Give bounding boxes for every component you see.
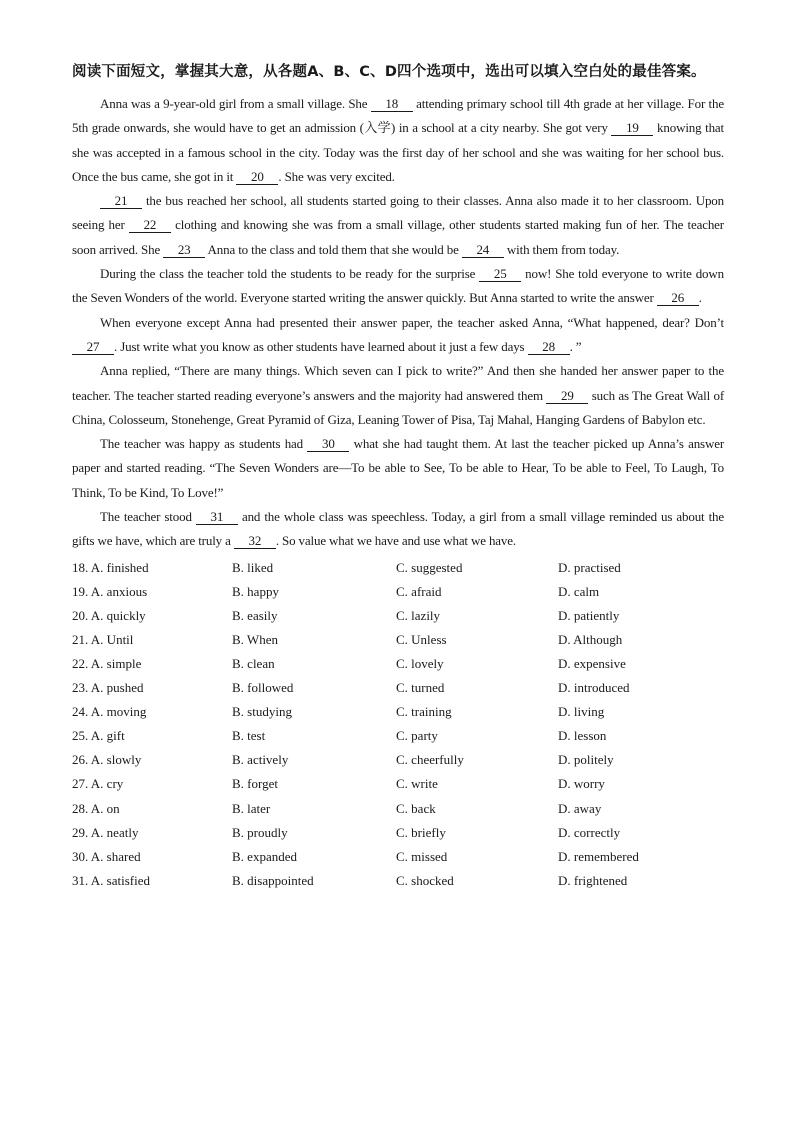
- option-a: A. on: [90, 800, 120, 816]
- option-c: C. lovely: [396, 656, 444, 672]
- option-b: B. expanded: [232, 848, 297, 864]
- option-b: B. proudly: [232, 824, 288, 840]
- option-a: A. gift: [90, 728, 125, 744]
- option-b-cell: [232, 869, 396, 893]
- option-a-cell: [72, 772, 232, 796]
- option-d-cell: [558, 652, 724, 676]
- option-a: A. anxious: [90, 583, 148, 599]
- option-d-cell: [558, 580, 724, 604]
- option-b: B. forget: [232, 776, 278, 792]
- option-a: A. slowly: [90, 752, 142, 768]
- question-number: 26.: [72, 752, 89, 768]
- passage-text: now! She told everyone to write down the Seven Wonders of the world. Everyone started writing the answer quickly. But Anna started to write the answer: [72, 266, 724, 306]
- worksheet-page: [72, 58, 724, 893]
- passage-text: During the class the teacher told the students to be ready for the surprise: [100, 266, 480, 282]
- option-c-cell: [396, 676, 558, 700]
- option-b-cell: [232, 748, 396, 772]
- option-d: D. remembered: [558, 848, 639, 864]
- option-d: D. worry: [558, 776, 605, 792]
- option-d-cell: [558, 772, 724, 796]
- passage-text: . ”: [569, 338, 582, 354]
- option-a: A. cry: [90, 776, 124, 792]
- option-d-cell: [558, 869, 724, 893]
- answer-blank-20: 20: [236, 169, 278, 185]
- option-c: C. back: [396, 800, 436, 816]
- answer-blank-28: 28: [528, 339, 570, 355]
- question-row: [72, 821, 724, 845]
- passage-text: .: [698, 290, 702, 306]
- option-b: B. later: [232, 800, 271, 816]
- option-a: A. neatly: [90, 824, 139, 840]
- option-b: B. test: [232, 728, 266, 744]
- passage-paragraph: [72, 505, 724, 554]
- question-row: [72, 604, 724, 628]
- option-c: C. shocked: [396, 872, 454, 888]
- passage-text: and the whole class was speechless. Today, a girl from a small village reminded us about the gifts we have, which are truly a: [72, 509, 725, 549]
- option-c-cell: [396, 772, 558, 796]
- question-row: [72, 580, 724, 604]
- option-a-cell: [72, 628, 232, 652]
- option-a: A. pushed: [90, 680, 144, 696]
- option-c-cell: [396, 652, 558, 676]
- passage-paragraph: [72, 432, 724, 505]
- passage-text: attending primary school till 4th grade at her village. For the 5th grade onwards, she would have to get an admission (入学) in a school at a city nearby. She got very: [72, 96, 724, 136]
- question-number: 28.: [72, 800, 89, 816]
- answer-blank-18: 18: [371, 96, 413, 112]
- answer-blank-19: 19: [611, 120, 653, 136]
- option-c: C. training: [396, 704, 452, 720]
- question-row: [72, 845, 724, 869]
- question-row: [72, 700, 724, 724]
- passage-text: When everyone except Anna had presented their answer paper, the teacher asked Anna, “What happened, dear? Don’t: [100, 314, 724, 330]
- passage-text: what she had taught them. At last the teacher picked up Anna’s answer paper and started reading. “The Seven Wonders are—To be able to See, To be able to Hear, To be able to Feel, To Laugh, To Think, To be Kind, To Love!”: [72, 436, 724, 500]
- option-c-cell: [396, 700, 558, 724]
- option-c-cell: [396, 580, 558, 604]
- option-b-cell: [232, 845, 396, 869]
- option-d-cell: [558, 604, 724, 628]
- answer-blank-22: 22: [129, 217, 171, 233]
- option-a-cell: [72, 652, 232, 676]
- option-d: D. away: [558, 800, 602, 816]
- answer-blank-23: 23: [163, 242, 205, 258]
- option-c: C. turned: [396, 680, 445, 696]
- passage-text: the bus reached her school, all students started going to their classes. Anna also made it to her classroom. Upon seeing her: [72, 193, 724, 233]
- answer-blank-27: 27: [72, 339, 114, 355]
- option-b-cell: [232, 700, 396, 724]
- option-a-cell: [72, 748, 232, 772]
- option-c: C. Unless: [396, 631, 447, 647]
- option-b: B. actively: [232, 752, 289, 768]
- option-b-cell: [232, 821, 396, 845]
- passage-text: Anna was a 9-year-old girl from a small village. She: [100, 96, 371, 111]
- option-d: D. frightened: [558, 872, 628, 888]
- passage-text: . So value what we have and use what we have.: [275, 533, 516, 549]
- option-c: C. write: [396, 776, 438, 792]
- option-c-cell: [396, 845, 558, 869]
- question-number: 19.: [72, 583, 89, 599]
- option-c-cell: [396, 724, 558, 748]
- question-row: [72, 676, 724, 700]
- option-a-cell: [72, 604, 232, 628]
- option-d: D. patiently: [558, 607, 620, 623]
- question-number: 24.: [72, 704, 89, 720]
- question-row: [72, 748, 724, 772]
- option-c-cell: [396, 556, 558, 580]
- option-b: B. easily: [232, 607, 278, 623]
- option-b-cell: [232, 797, 396, 821]
- question-number: 29.: [72, 824, 89, 840]
- passage-paragraph: [72, 189, 724, 262]
- passage-text: The teacher was happy as students had: [100, 436, 308, 452]
- option-b: B. clean: [232, 656, 275, 672]
- answer-blank-31: 31: [196, 509, 238, 525]
- option-a-cell: [72, 724, 232, 748]
- passage-paragraph: [72, 92, 724, 189]
- question-number: 31.: [72, 872, 89, 888]
- cloze-passage: [72, 92, 724, 554]
- option-c-cell: [396, 869, 558, 893]
- option-d-cell: [558, 676, 724, 700]
- option-d: D. correctly: [558, 824, 621, 840]
- option-a-cell: [72, 797, 232, 821]
- option-c-cell: [396, 604, 558, 628]
- option-b: B. liked: [232, 559, 274, 575]
- option-a-cell: [72, 556, 232, 580]
- question-number: 20.: [72, 607, 89, 623]
- option-c: C. suggested: [396, 559, 463, 575]
- option-d-cell: [558, 724, 724, 748]
- option-b: B. When: [232, 631, 278, 647]
- answer-blank-29: 29: [546, 388, 588, 404]
- option-c: C. cheerfully: [396, 752, 464, 768]
- option-a-cell: [72, 821, 232, 845]
- question-row: [72, 628, 724, 652]
- question-row: [72, 797, 724, 821]
- answer-options-list: [72, 556, 724, 893]
- option-d: D. politely: [558, 752, 614, 768]
- option-c-cell: [396, 797, 558, 821]
- answer-blank-24: 24: [462, 242, 504, 258]
- option-d: D. Although: [558, 631, 623, 647]
- option-c: C. missed: [396, 848, 448, 864]
- option-d: D. expensive: [558, 656, 626, 672]
- option-b: B. disappointed: [232, 872, 314, 888]
- option-d: D. introduced: [558, 680, 630, 696]
- option-a: A. simple: [90, 656, 142, 672]
- option-a-cell: [72, 869, 232, 893]
- passage-text: knowing that she was accepted in a famous school in the city. Today was the first day of her school and she was waiting for her school bus. Once the bus came, she got in it: [72, 120, 725, 184]
- passage-text: Anna replied, “There are many things. Which seven can I pick to write?” And then she handed her answer paper to the teacher. The teacher started reading everyone’s answers and the majority had answered them: [72, 363, 724, 403]
- option-d-cell: [558, 628, 724, 652]
- option-b-cell: [232, 628, 396, 652]
- option-b: B. studying: [232, 704, 292, 720]
- option-c-cell: [396, 628, 558, 652]
- question-row: [72, 772, 724, 796]
- option-d: D. lesson: [558, 728, 607, 744]
- passage-text: The teacher stood: [100, 509, 196, 525]
- option-d: D. calm: [558, 583, 600, 599]
- option-c: C. party: [396, 728, 438, 744]
- option-b-cell: [232, 580, 396, 604]
- answer-blank-30: 30: [307, 436, 349, 452]
- passage-text: . She was very excited.: [278, 168, 395, 184]
- option-d-cell: [558, 821, 724, 845]
- option-c: C. briefly: [396, 824, 446, 840]
- passage-paragraph: [72, 311, 724, 360]
- option-b-cell: [232, 676, 396, 700]
- option-b-cell: [232, 604, 396, 628]
- option-a: A. quickly: [90, 607, 146, 623]
- question-number: 27.: [72, 776, 89, 792]
- passage-text: such as The Great Wall of China, Colosseum, Stonehenge, Great Pyramid of Giza, Leaning Tower of Pisa, Taj Mahal, Hanging Gardens of Babylon etc.: [72, 387, 725, 427]
- option-c: C. lazily: [396, 607, 441, 623]
- answer-blank-32: 32: [234, 533, 276, 549]
- option-b-cell: [232, 724, 396, 748]
- option-b-cell: [232, 652, 396, 676]
- option-a-cell: [72, 700, 232, 724]
- passage-paragraph: [72, 359, 724, 432]
- option-a-cell: [72, 676, 232, 700]
- question-number: 30.: [72, 848, 89, 864]
- option-a: A. Until: [90, 631, 134, 647]
- option-d-cell: [558, 700, 724, 724]
- passage-text: with them from today.: [503, 241, 620, 257]
- option-a-cell: [72, 580, 232, 604]
- passage-text: . Just write what you know as other students have learned about it just a few days: [114, 338, 528, 354]
- question-row: [72, 724, 724, 748]
- option-a: A. finished: [90, 559, 149, 575]
- question-number: 22.: [72, 656, 89, 672]
- option-b-cell: [232, 556, 396, 580]
- option-a: A. shared: [90, 848, 141, 864]
- option-c: C. afraid: [396, 583, 442, 599]
- question-number: 25.: [72, 728, 89, 744]
- question-row: [72, 556, 724, 580]
- option-b: B. followed: [232, 680, 294, 696]
- option-d-cell: [558, 556, 724, 580]
- option-a: A. moving: [90, 704, 147, 720]
- passage-text: clothing and knowing she was from a small village, other students started making fun of her. The teacher soon arrived. She: [72, 217, 724, 257]
- passage-text: Anna to the class and told them that she would be: [205, 241, 462, 257]
- option-d: D. practised: [558, 559, 621, 575]
- option-c-cell: [396, 821, 558, 845]
- option-c-cell: [396, 748, 558, 772]
- option-a: A. satisfied: [90, 872, 151, 888]
- option-b: B. happy: [232, 583, 279, 599]
- question-number: 23.: [72, 680, 89, 696]
- option-d-cell: [558, 797, 724, 821]
- instructions-heading: 阅读下面短文，掌握其大意，从各题A、B、C、D四个选项中，选出可以填入空白处的最佳答案。: [72, 64, 706, 80]
- question-row: [72, 652, 724, 676]
- answer-blank-26: 26: [657, 290, 699, 306]
- answer-blank-21: 21: [100, 193, 142, 209]
- option-d-cell: [558, 748, 724, 772]
- option-b-cell: [232, 772, 396, 796]
- question-row: [72, 869, 724, 893]
- question-number: 21.: [72, 631, 89, 647]
- answer-blank-25: 25: [479, 266, 521, 282]
- question-number: 18.: [72, 559, 89, 575]
- passage-paragraph: [72, 262, 724, 311]
- option-d-cell: [558, 845, 724, 869]
- option-a-cell: [72, 845, 232, 869]
- option-d: D. living: [558, 704, 605, 720]
